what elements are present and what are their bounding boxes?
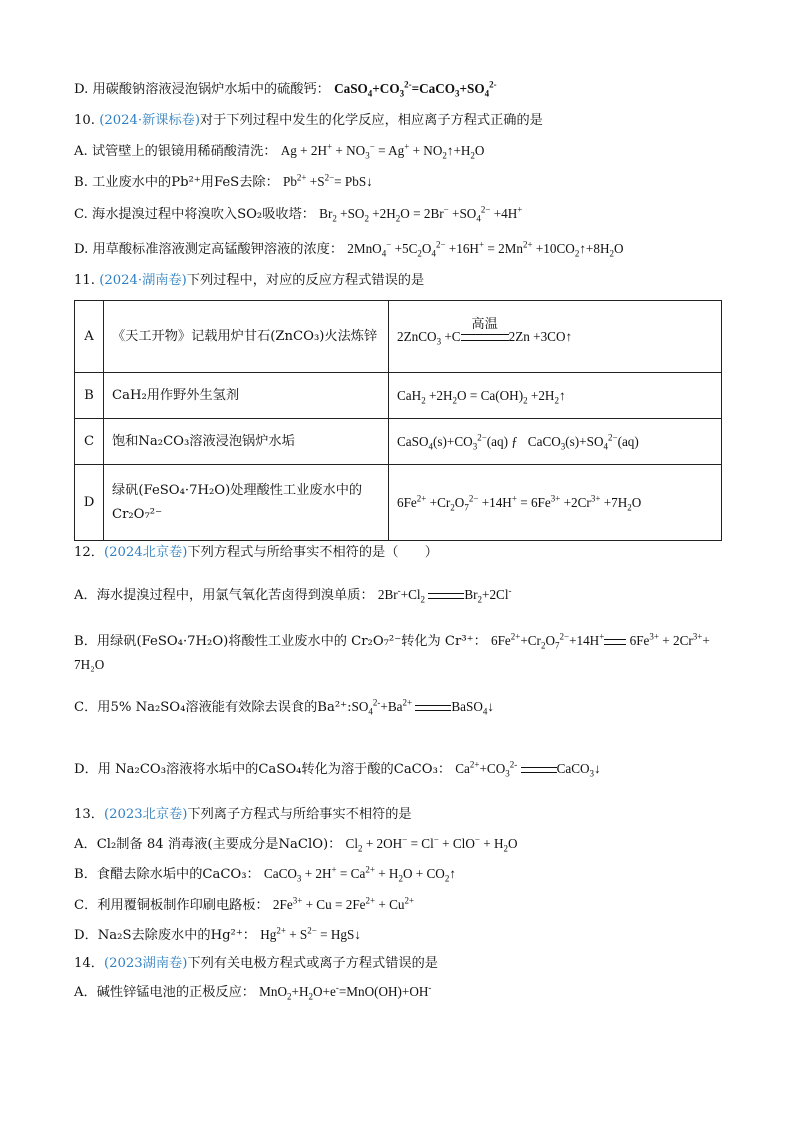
- row-letter: C: [75, 419, 104, 465]
- row-equation: 2ZnCO$_3$ +C 高温 2Zn +3CO↑: [389, 301, 722, 373]
- q10-stem: [74, 112, 543, 130]
- question-text: 对于下列过程中发生的化学反应，相应离子方程式正确的是: [199, 113, 543, 128]
- table-row: [75, 373, 722, 419]
- q10-option-a: [74, 142, 484, 161]
- option-text: D．Na₂S去除废水中的Hg²⁺：: [74, 928, 256, 943]
- q10-option-b: [74, 173, 373, 192]
- q9-option-d: [74, 80, 497, 99]
- option-text: A. 试管壁上的银镜用稀硝酸清洗：: [74, 144, 277, 159]
- question-number: 14．: [74, 956, 104, 971]
- table-row: [75, 419, 722, 465]
- option-text: C．用5% Na₂SO₄溶液能有效除去误食的Ba²⁺:: [74, 700, 352, 715]
- q12-option-a: [74, 586, 512, 605]
- equation: $MnO_2+H_2O+e^-=MnO(OH)+OH^-$: [259, 982, 432, 1002]
- option-text: D. 用碳酸钠溶液浸泡锅炉水垢中的硫酸钙：: [74, 82, 330, 97]
- table-row: [75, 301, 722, 373]
- q11-table: [74, 300, 722, 541]
- equation: $2MnO_4^- +5C_2O_4^{2-} +16H^+ = 2Mn^{2+}$ $+10CO_2↑+8H_2O$: [347, 239, 624, 259]
- equation: $SO_4^{2-}+Ba^{2+}$ BaSO$_4$↓: [351, 697, 494, 717]
- row-description: 《天工开物》记载用炉甘石(ZnCO₃)火法炼锌: [104, 301, 389, 373]
- row-description: CaH₂用作野外生氢剂: [104, 373, 389, 419]
- equation: $Hg^{2+} + S^{2-}$ = HgS↓: [260, 925, 361, 942]
- equation: $Br_2 +SO_2 +2H_2O = 2Br^- +SO_4^{2-} +4H^+$: [319, 204, 523, 224]
- q13-option-c: [74, 896, 414, 915]
- option-text: D．用 Na₂CO₃溶液将水垢中的CaSO₄转化为溶于酸的CaCO₃：: [74, 762, 452, 777]
- reaction-condition: 高温: [471, 315, 498, 331]
- equation: $2Br^-+Cl_2$ $Br_2+2Cl^-$: [377, 585, 512, 605]
- q13-option-a: [74, 835, 518, 854]
- option-text: B. 工业废水中的Pb²⁺用FeS去除：: [74, 175, 279, 190]
- equation: $Pb^{2+} +S^{2-}=$ PbS↓: [282, 172, 373, 189]
- row-description: 饱和Na₂CO₃溶液浸泡锅炉水垢: [104, 419, 389, 465]
- question-number: 11.: [74, 273, 95, 288]
- q12-option-c: [74, 698, 494, 717]
- source-tag: (2024·湖南卷): [99, 273, 187, 288]
- q14-option-a: [74, 983, 431, 1002]
- q14-stem: [74, 955, 438, 973]
- equation: $CaSO_4+CO_3^{2-}=CaCO_3+SO_4^{2-}$: [334, 79, 497, 99]
- q12-stem: [74, 544, 438, 562]
- source-tag: (2023北京卷): [103, 807, 188, 822]
- q10-option-c: [74, 205, 522, 224]
- option-text: B．食醋去除水垢中的CaCO₃：: [74, 867, 260, 882]
- question-text: 下列方程式与所给事实不相符的是（ ）: [187, 545, 438, 560]
- row-equation: $CaSO_4(s)+CO_3^{2-}(aq)$ ƒ $CaCO_3(s)+SO_4^{2-}(aq)$: [389, 419, 722, 465]
- option-text: C．利用覆铜板制作印刷电路板：: [74, 898, 269, 913]
- q11-stem: [74, 272, 424, 290]
- equation: CaCO$_3$ + $2H^+ = Ca^{2+} + H_2O$ + $CO_2↑$: [263, 864, 456, 884]
- source-tag: (2024北京卷): [103, 545, 188, 560]
- equation: $Ca^{2+}+CO_3^{2-}$ CaCO$_3$↓: [455, 759, 601, 779]
- question-text: 下列有关电极方程式或离子方程式错误的是: [187, 956, 438, 971]
- q13-stem: [74, 806, 412, 824]
- question-number: 13．: [74, 807, 104, 822]
- question-number: 12．: [74, 545, 104, 560]
- equation: $Cl_2 + 2OH^- = Cl^- + ClO^- + H_2O$: [345, 834, 518, 854]
- equation: $2Fe^{3+} + Cu = 2Fe^{2+} + Cu^{2+}$: [272, 895, 415, 912]
- row-letter: D: [75, 465, 104, 541]
- source-tag: (2023湖南卷): [103, 956, 188, 971]
- equation: $6Fe^{2+}+Cr_2O_7^{2-}+14H^+$ $6Fe^{3+} + 2Cr^{3+}+$: [490, 631, 710, 651]
- row-letter: B: [75, 373, 104, 419]
- q12-option-d: [74, 760, 601, 779]
- question-number: 10.: [74, 113, 95, 128]
- row-equation: $CaH_2 +2H_2O = Ca(OH)_2$ $+2H_2↑$: [389, 373, 722, 419]
- question-text: 下列离子方程式与所给事实不相符的是: [187, 807, 412, 822]
- table-row: [75, 465, 722, 541]
- row-equation: $6Fe^{2+} +Cr_2O_7^{2-} +14H^+ = 6Fe^{3+} +2Cr^{3+} +7H_2O$: [389, 465, 722, 541]
- q10-option-d: [74, 240, 624, 259]
- question-text: 下列过程中，对应的反应方程式错误的是: [186, 273, 425, 288]
- q12-option-b: [74, 632, 710, 651]
- option-text: A．Cl₂制备 84 消毒液(主要成分是NaClO)：: [74, 837, 342, 852]
- q13-option-d: [74, 926, 361, 945]
- option-text: C. 海水提溴过程中将溴吹入SO₂吸收塔：: [74, 207, 315, 222]
- equation: $Ag + 2H^+ + NO_3^- = Ag^+$ + $NO_2↑+H_2O$: [280, 141, 485, 161]
- option-text: A．碱性锌锰电池的正极反应：: [74, 985, 255, 1000]
- row-letter: A: [75, 301, 104, 373]
- option-text: B．用绿矾(FeSO₄·7H₂O)将酸性工业废水中的 Cr₂O₇²⁻转化为 Cr³⁺：: [74, 634, 487, 649]
- option-text: D. 用草酸标准溶液测定高锰酸钾溶液的浓度：: [74, 242, 344, 257]
- q12-option-b-continued: [74, 656, 104, 675]
- option-text: A．海水提溴过程中，用氯气氧化苦卤得到溴单质：: [74, 588, 374, 603]
- source-tag: (2024·新课标卷): [99, 113, 200, 128]
- row-description: 绿矾(FeSO₄·7H₂O)处理酸性工业废水中的Cr₂O₇²⁻: [104, 465, 389, 541]
- equation-tail: 7H₂O: [74, 657, 105, 672]
- q13-option-b: [74, 865, 456, 884]
